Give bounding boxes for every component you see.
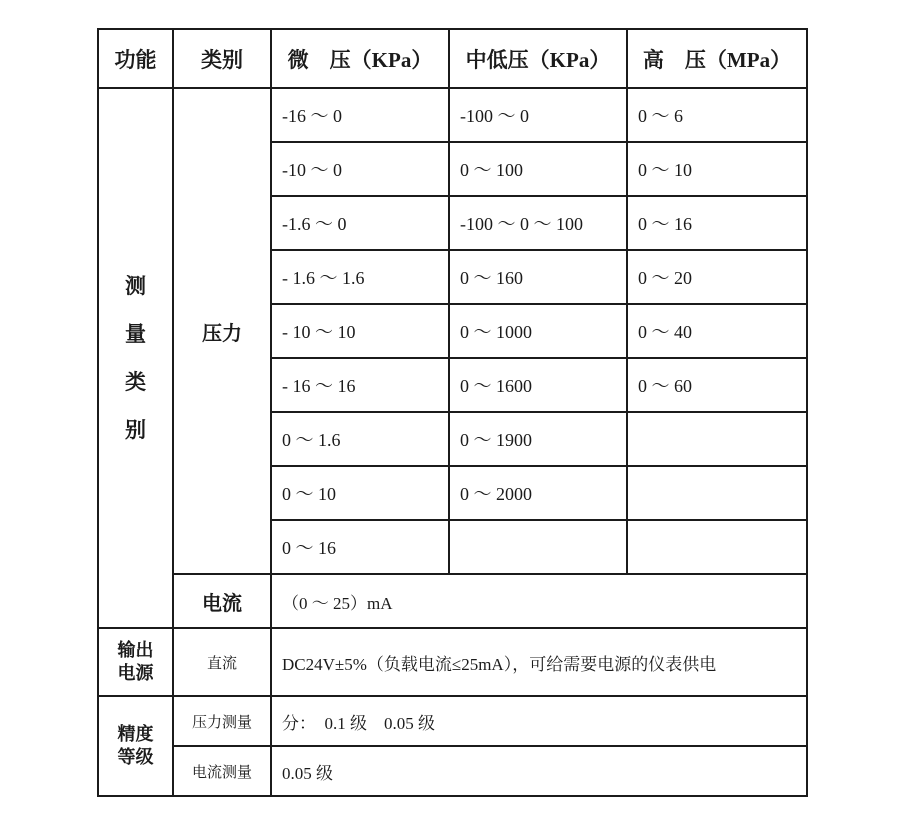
range-cell xyxy=(627,466,807,520)
function-cell-measurement-category xyxy=(98,88,173,628)
vertical-label xyxy=(99,273,172,442)
range-cell: -100 ～ 0 xyxy=(449,88,627,142)
accuracy-current-value-cell: 0.05 级 xyxy=(271,746,807,796)
range-cell xyxy=(627,412,807,466)
accuracy-pressure-value-cell: 分： 0.1 级 0.05 级 xyxy=(271,696,807,746)
function-char: 测 xyxy=(125,273,146,298)
range-cell xyxy=(627,520,807,574)
accuracy-current-row xyxy=(98,746,807,796)
category-cell-dc: 直流 xyxy=(173,628,271,696)
current-range-cell: （0 ～ 25）mA xyxy=(271,574,807,628)
header-cell-mid-low-pressure: 中低压（KPa） xyxy=(449,29,627,88)
header-cell-category: 类别 xyxy=(173,29,271,88)
output-power-value-cell: DC24V±5%（负载电流≤25mA），可给需要电源的仪表供电 xyxy=(271,628,807,696)
header-cell-high-pressure: 高 压（MPa） xyxy=(627,29,807,88)
range-cell: - 1.6 ～ 1.6 xyxy=(271,250,449,304)
category-cell-current-measurement: 电流测量 xyxy=(173,746,271,796)
header-cell-function: 功能 xyxy=(98,29,173,88)
function-cell-accuracy xyxy=(98,696,173,796)
accuracy-pressure-row xyxy=(98,696,807,746)
range-cell: 0 ～ 40 xyxy=(627,304,807,358)
range-cell: 0 ～ 1600 xyxy=(449,358,627,412)
current-row xyxy=(98,574,807,628)
range-cell: 0 ～ 10 xyxy=(271,466,449,520)
range-cell xyxy=(449,520,627,574)
range-cell: 0 ～ 1900 xyxy=(449,412,627,466)
range-cell: -16 ～ 0 xyxy=(271,88,449,142)
range-cell: 0 ～ 16 xyxy=(271,520,449,574)
range-cell: 0 ～ 2000 xyxy=(449,466,627,520)
range-cell: 0 ～ 1.6 xyxy=(271,412,449,466)
header-row xyxy=(98,29,807,88)
output-power-label: 输出 电源 xyxy=(117,640,154,683)
range-cell: -10 ～ 0 xyxy=(271,142,449,196)
range-cell: 0 ～ 160 xyxy=(449,250,627,304)
range-cell: 0 ～ 10 xyxy=(627,142,807,196)
spec-table xyxy=(97,28,808,797)
range-cell: 0 ～ 100 xyxy=(449,142,627,196)
range-cell: 0 ～ 20 xyxy=(627,250,807,304)
range-row xyxy=(98,88,807,142)
category-cell-current: 电流 xyxy=(173,574,271,628)
function-char: 类 xyxy=(125,369,146,394)
range-cell: -100 ～ 0 ～ 100 xyxy=(449,196,627,250)
category-cell-pressure-measurement: 压力测量 xyxy=(173,696,271,746)
function-char: 量 xyxy=(125,321,146,346)
range-cell: - 10 ～ 10 xyxy=(271,304,449,358)
range-cell: 0 ～ 60 xyxy=(627,358,807,412)
range-cell: - 16 ～ 16 xyxy=(271,358,449,412)
range-cell: 0 ～ 1000 xyxy=(449,304,627,358)
range-cell: -1.6 ～ 0 xyxy=(271,196,449,250)
range-cell: 0 ～ 16 xyxy=(627,196,807,250)
output-power-row xyxy=(98,628,807,696)
category-cell-pressure: 压力 xyxy=(173,88,271,574)
function-char: 别 xyxy=(125,417,146,442)
function-cell-output-power xyxy=(98,628,173,696)
header-cell-micro-pressure: 微 压（KPa） xyxy=(271,29,449,88)
accuracy-label: 精度 等级 xyxy=(117,724,154,767)
range-cell: 0 ～ 6 xyxy=(627,88,807,142)
